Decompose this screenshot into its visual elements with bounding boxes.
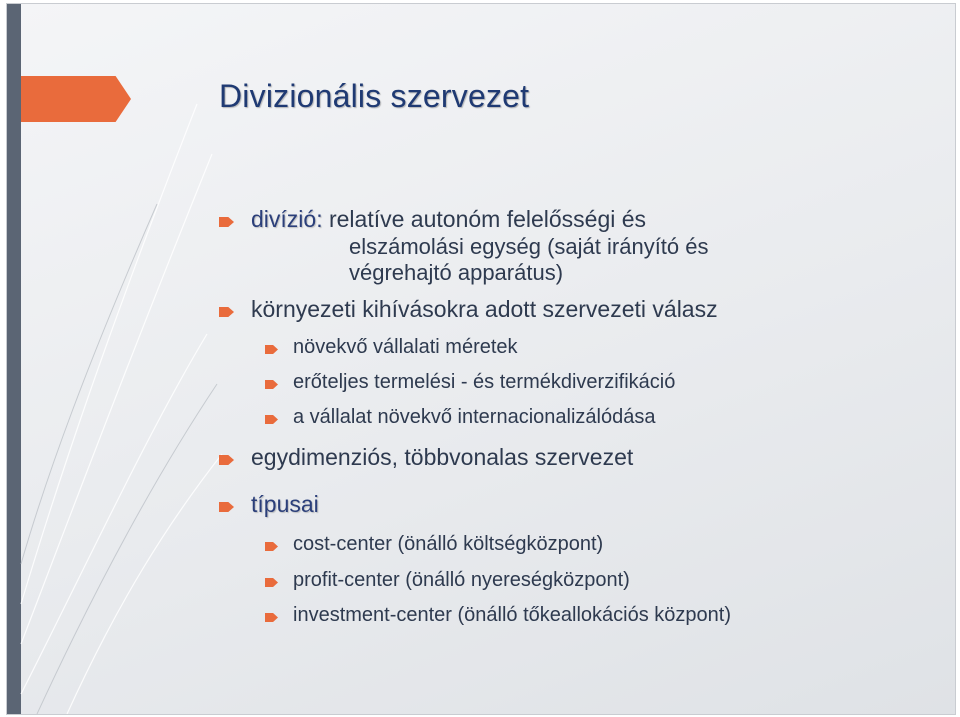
- slide: [6, 3, 956, 715]
- sub-bullet-item: investment-center (önálló tőkeallokációs központ): [293, 604, 731, 626]
- term-division: divízió:: [251, 206, 323, 232]
- title-arrow-accent: [21, 76, 131, 122]
- bullet-continuation: végrehajtó apparátus): [349, 260, 564, 285]
- sub-bullet-item: növekvő vállalati méretek: [293, 336, 518, 358]
- bullet-item-division: [251, 206, 646, 233]
- bullet-item: egydimenziós, többvonalas szervezet: [251, 444, 634, 470]
- bullet-item-types: [251, 491, 319, 518]
- bullet-item: környezeti kihívásokra adott szervezeti válasz: [251, 296, 718, 322]
- term-types: típusai: [251, 491, 319, 517]
- slide-title: Divizionális szervezet: [219, 78, 530, 114]
- sub-bullet-item: profit-center (önálló nyereségközpont): [293, 569, 630, 591]
- sub-bullet-item: a vállalat növekvő internacionalizálódása: [293, 406, 656, 428]
- bullet-continuation: elszámolási egység (saját irányító és: [349, 234, 709, 259]
- bullet-text: relatíve autonóm felelősségi és: [322, 206, 647, 232]
- sub-bullet-item: cost-center (önálló költségközpont): [293, 533, 604, 555]
- sub-bullet-item: erőteljes termelési - és termékdiverzifikáció: [293, 371, 676, 393]
